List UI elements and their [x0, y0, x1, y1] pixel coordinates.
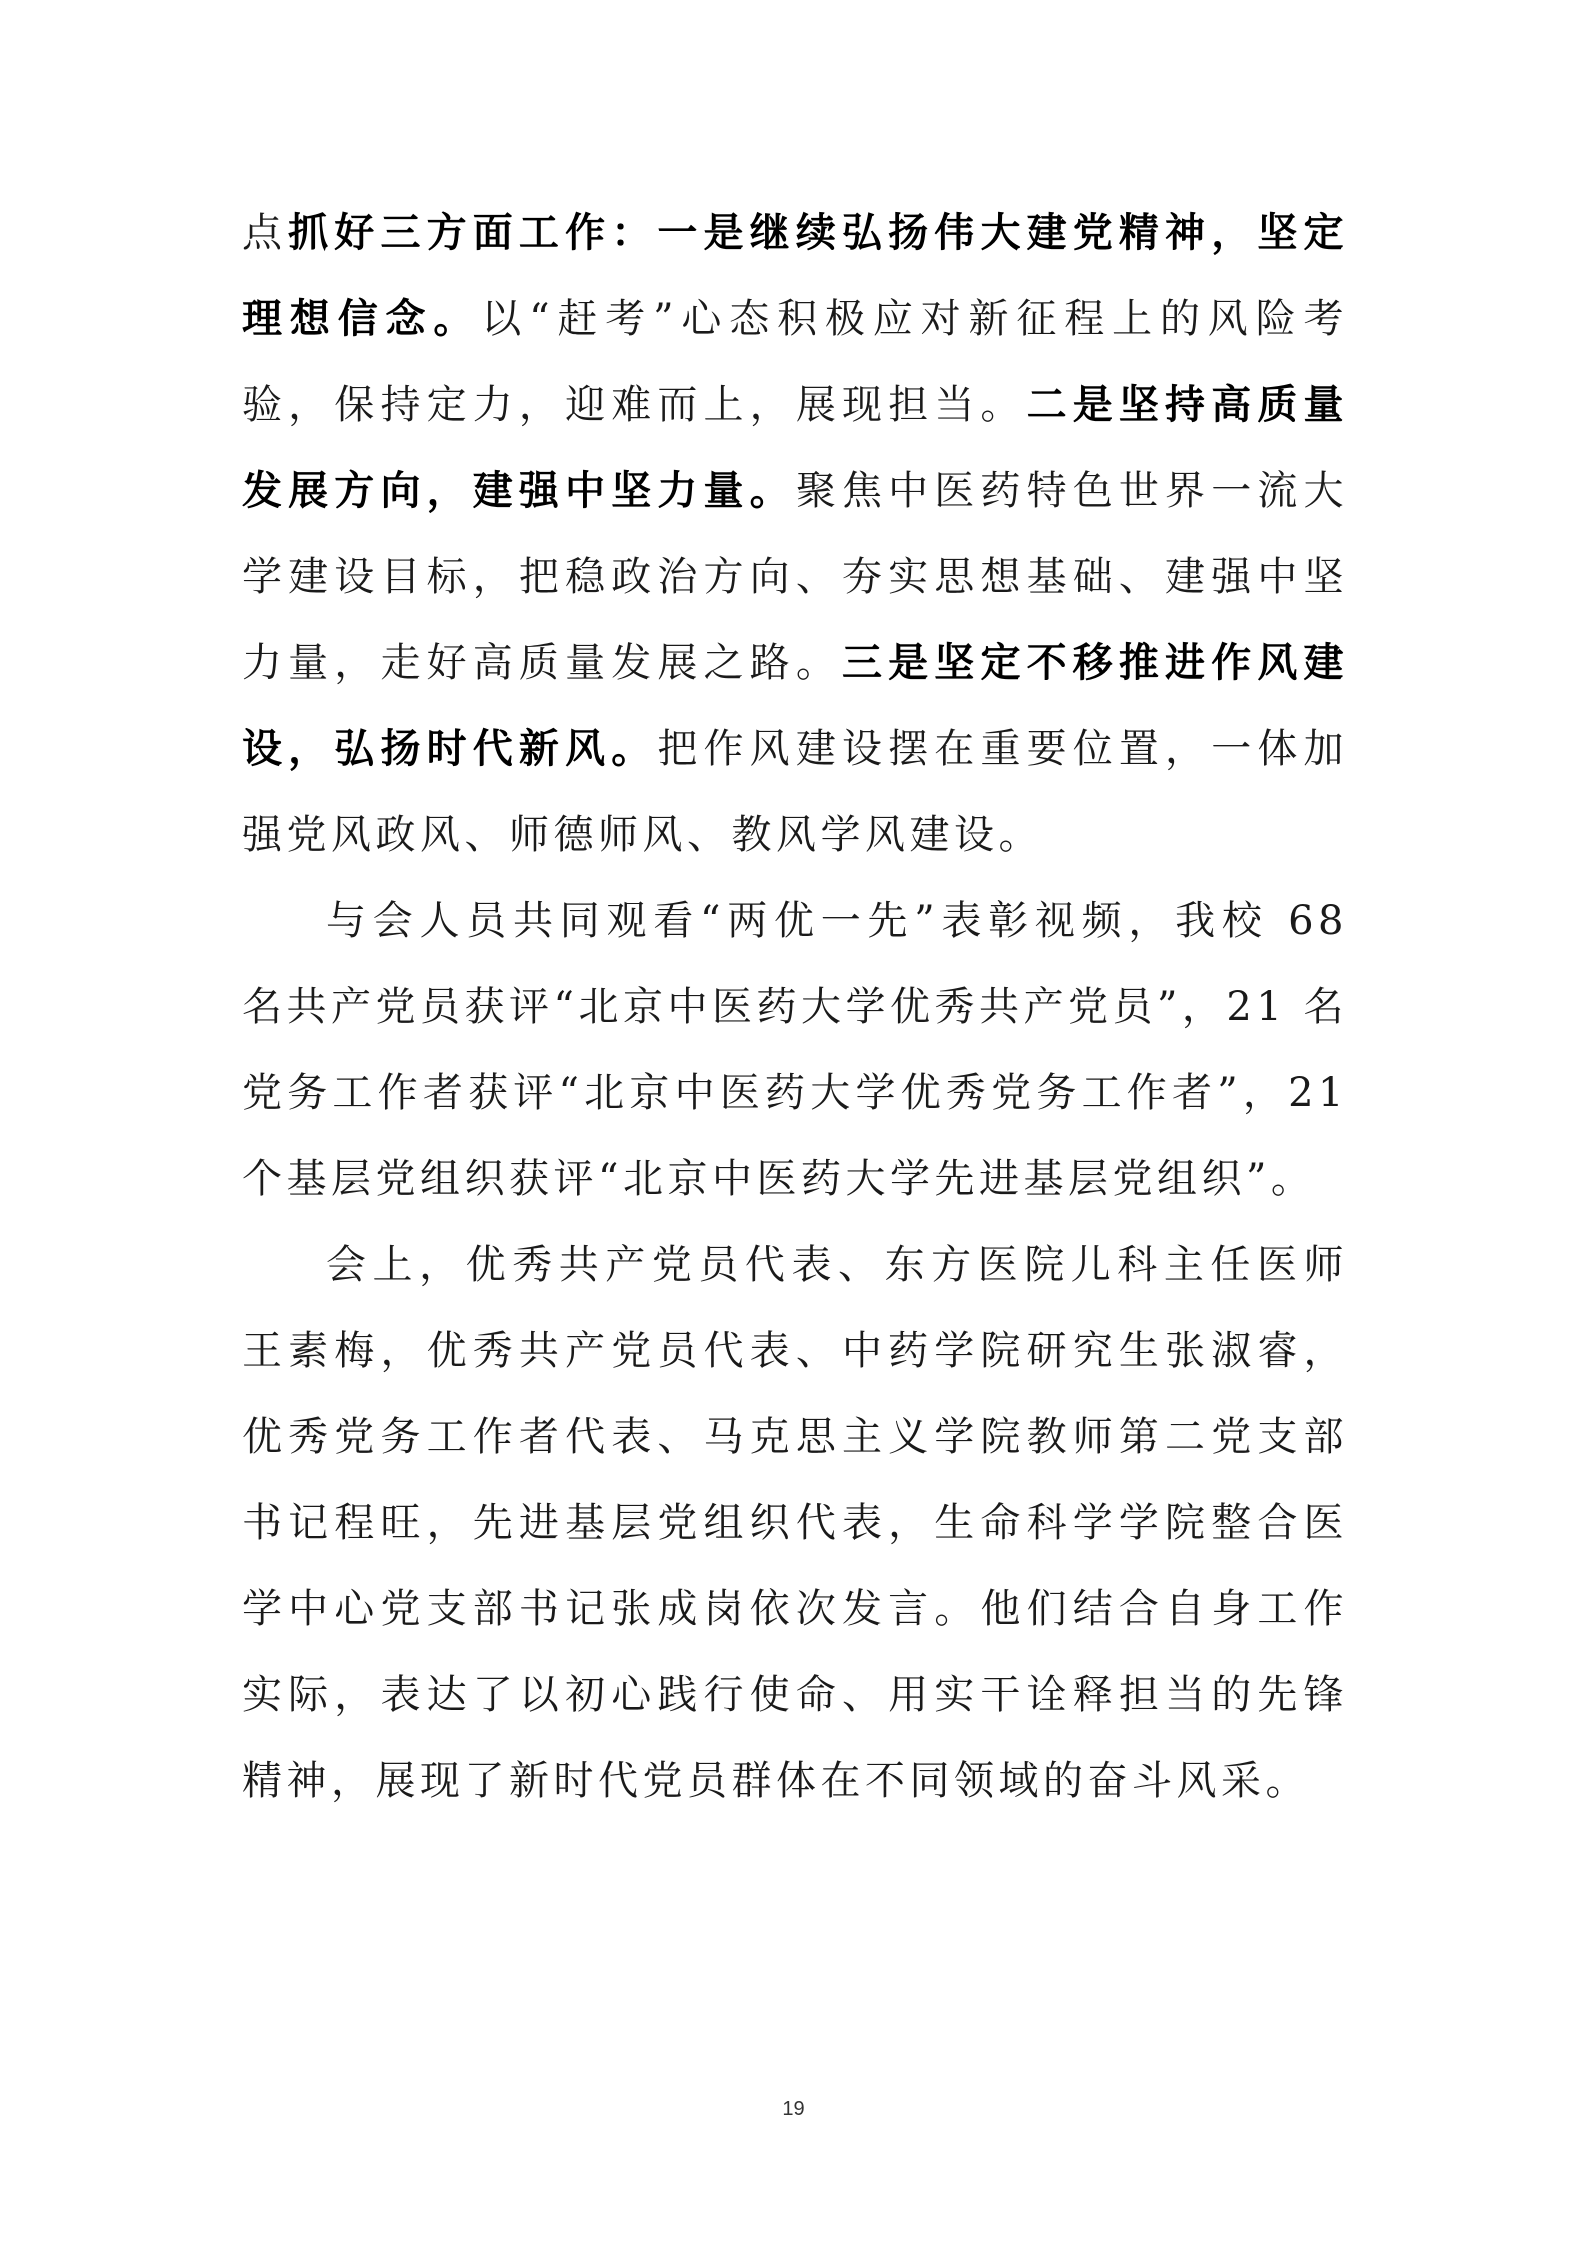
bold-heading-1: 抓好三方面工作：一是继续弘扬伟大建党精神，坚定理想信念。	[242, 209, 1349, 342]
body-text	[242, 190, 1348, 1824]
text-segment: 聚焦中医药特色世界一流大学建设目标，把稳政治方向、夯实思想基础、建强中坚力量，走好高质量发展之路。	[242, 468, 1349, 686]
paragraph-2	[242, 878, 1348, 1222]
paragraph-1	[242, 190, 1348, 878]
paragraph-3	[242, 1222, 1348, 1824]
page-number: 19	[782, 2098, 805, 2120]
text-segment: 以“赶考”心态积极应对新征程上的风险考验，保持定力，迎难而上，展现担当。	[242, 296, 1348, 428]
bold-heading-2: 二是坚持高质量发展方向，建强中坚力量。	[242, 381, 1349, 514]
text-segment: 与会人员共同观看“两优一先”表彰视频，我校 68 名共产党员获评“北京中医药大学优秀共产党员”，21 名党务工作者获评“北京中医药大学优秀党务工作者”，21 个基层党组织获评“北京中医药大学先进基层党组织”。	[242, 898, 1349, 1202]
bold-heading-3: 三是坚定不移推进作风建设，弘扬时代新风。	[242, 639, 1349, 772]
text-segment: 把作风建设摆在重要位置，一体加强党风政风、师德师风、教风学风建设。	[242, 726, 1349, 858]
text-segment: 点	[242, 210, 289, 256]
text-segment: 会上，优秀共产党员代表、东方医院儿科主任医师王素梅，优秀共产党员代表、中药学院研究生张淑睿，优秀党务工作者代表、马克思主义学院教师第二党支部书记程旺，先进基层党组织代表，生命科学学院整合医学中心党支部书记张成岗依次发言。他们结合自身工作实际，表达了以初心践行使命、用实干诠释担当的先锋精神，展现了新时代党员群体在不同领域的奋斗风采。	[242, 1242, 1348, 1804]
